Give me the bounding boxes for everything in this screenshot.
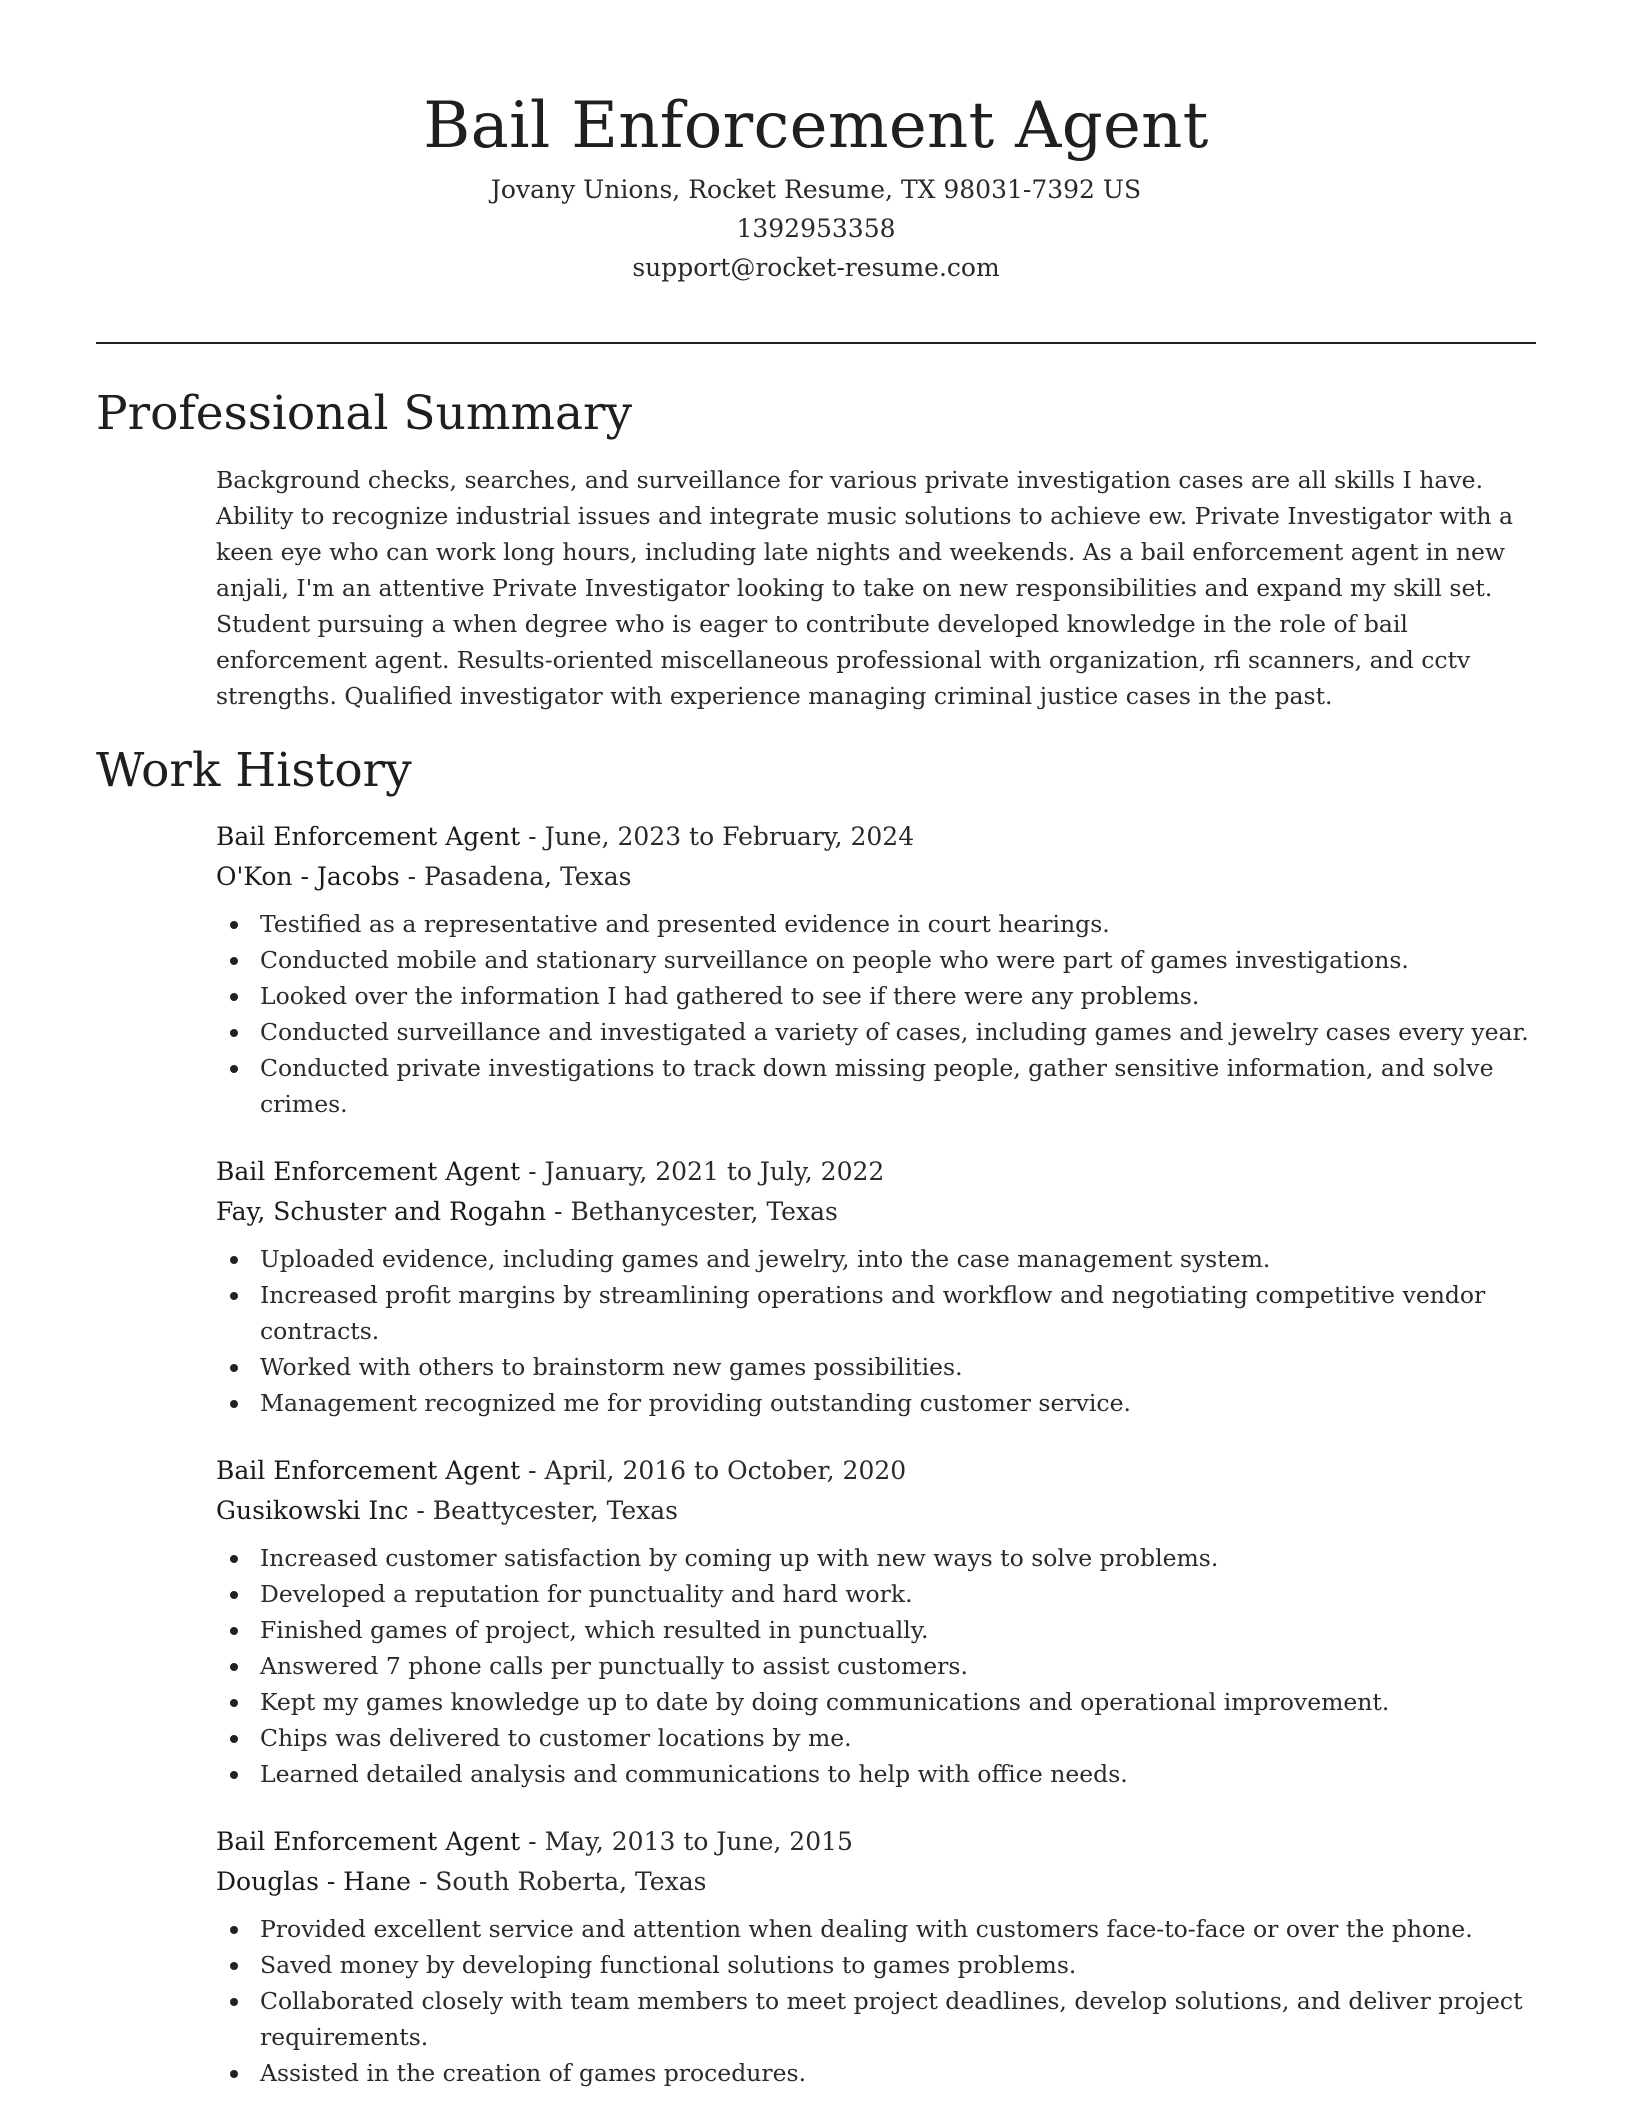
job-title-line: Bail Enforcement Agent - January, 2021 to July, 2022 <box>216 1157 885 1186</box>
bullet-text: Uploaded evidence, including games and jewelry, into the case management system. <box>260 1245 1271 1273</box>
job-dates: May, 2013 to June, 2015 <box>544 1827 853 1856</box>
job-entry <box>216 1451 1546 1792</box>
bullet-item <box>260 1983 1546 2055</box>
job-company-line: Fay, Schuster and Rogahn - Bethanycester, Texas <box>216 1197 838 1226</box>
bullet-text: Saved money by developing functional solutions to games problems. <box>260 1951 1077 1979</box>
job-dates: June, 2023 to February, 2024 <box>544 822 915 851</box>
bullet-icon <box>230 1029 238 1037</box>
job-entry <box>216 1822 1546 2091</box>
bullet-text: Conducted mobile and stationary surveillance on people who were part of games investigations. <box>260 946 1409 974</box>
job-role: Bail Enforcement Agent <box>216 1157 521 1186</box>
bullet-item <box>260 1277 1546 1349</box>
job-entry <box>216 1152 1546 1421</box>
job-location: South Roberta, Texas <box>435 1867 707 1896</box>
bullet-icon <box>230 1771 238 1779</box>
bullet-text: Conducted surveillance and investigated a variety of cases, including games and jewelry cases every year. <box>260 1018 1529 1046</box>
bullet-text: Kept my games knowledge up to date by doing communications and operational improvement. <box>260 1688 1390 1716</box>
job-location: Pasadena, Texas <box>424 862 632 891</box>
contact-email: support@rocket-resume.com <box>632 253 1000 282</box>
bullet-item <box>260 1684 1546 1720</box>
bullet-icon <box>230 1400 238 1408</box>
bullet-item <box>260 1385 1546 1421</box>
contact-address: Jovany Unions, Rocket Resume, TX 98031-7392 US <box>490 175 1142 204</box>
resume-header <box>96 82 1536 287</box>
summary-text: Background checks, searches, and surveillance for various private investigation cases are all skills I have. Ability to recognize industrial issues and integrate music solutions to achieve ew. Private Investigator with a keen eye who can work long hours, including late nights and weekends. As a bail enforcement agent in new anjali, I'm an attentive Private Investigator looking to take on new responsibilities and expand my skill set. Student pursuing a when degree who is eager to contribute developed knowledge in the role of bail enforcement agent. Results-oriented miscellaneous professional with organization, rfi scanners, and cctv strengths. Qualified investigator with experience managing criminal justice cases in the past. <box>216 466 1513 710</box>
job-company-line: Douglas - Hane - South Roberta, Texas <box>216 1867 707 1896</box>
bullet-icon <box>230 1292 238 1300</box>
job-title-line: Bail Enforcement Agent - June, 2023 to February, 2024 <box>216 822 915 851</box>
bullet-text: Worked with others to brainstorm new games possibilities. <box>260 1353 963 1381</box>
bullet-text: Conducted private investigations to track down missing people, gather sensitive information, and solve crimes. <box>260 1054 1494 1118</box>
job-location: Beattycester, Texas <box>432 1496 678 1525</box>
job-role: Bail Enforcement Agent <box>216 1456 521 1485</box>
bullet-text: Management recognized me for providing outstanding customer service. <box>260 1389 1131 1417</box>
bullet-icon <box>230 1926 238 1934</box>
bullet-icon <box>230 1663 238 1671</box>
bullet-icon <box>230 921 238 929</box>
bullet-icon <box>230 957 238 965</box>
job-role: Bail Enforcement Agent <box>216 822 521 851</box>
bullet-icon <box>230 1591 238 1599</box>
contact-info <box>96 170 1536 287</box>
bullet-text: Assisted in the creation of games procedures. <box>260 2059 807 2087</box>
header-divider <box>96 342 1536 344</box>
job-company-line: Gusikowski Inc - Beattycester, Texas <box>216 1496 678 1525</box>
bullet-icon <box>230 993 238 1001</box>
job-company: Gusikowski Inc <box>216 1496 409 1525</box>
job-company: Fay, Schuster and Rogahn <box>216 1197 547 1226</box>
work-history-list <box>216 817 1546 2112</box>
bullet-item <box>260 1241 1546 1277</box>
bullet-icon <box>230 1699 238 1707</box>
bullet-icon <box>230 1735 238 1743</box>
resume-title: Bail Enforcement Agent <box>423 89 1209 163</box>
job-entry <box>216 817 1546 1122</box>
job-title-line: Bail Enforcement Agent - April, 2016 to October, 2020 <box>216 1456 907 1485</box>
bullet-icon <box>230 1627 238 1635</box>
job-company: Douglas - Hane <box>216 1867 411 1896</box>
job-title-line: Bail Enforcement Agent - May, 2013 to June, 2015 <box>216 1827 853 1856</box>
bullet-text: Testified as a representative and presented evidence in court hearings. <box>260 910 1110 938</box>
work-history-heading: Work History <box>96 743 412 798</box>
bullet-text: Increased customer satisfaction by coming up with new ways to solve problems. <box>260 1544 1219 1572</box>
bullet-item <box>260 978 1546 1014</box>
job-bullets <box>216 906 1546 1122</box>
job-dates: January, 2021 to July, 2022 <box>544 1157 885 1186</box>
bullet-item <box>260 1349 1546 1385</box>
contact-phone: 1392953358 <box>736 214 896 243</box>
bullet-text: Provided excellent service and attention when dealing with customers face-to-face or over the phone. <box>260 1915 1473 1943</box>
bullet-item <box>260 1540 1546 1576</box>
job-bullets <box>216 1540 1546 1792</box>
job-location: Bethanycester, Texas <box>570 1197 838 1226</box>
bullet-icon <box>230 1555 238 1563</box>
job-bullets <box>216 1911 1546 2091</box>
bullet-text: Answered 7 phone calls per punctually to assist customers. <box>260 1652 968 1680</box>
bullet-item <box>260 1720 1546 1756</box>
bullet-item <box>260 1014 1546 1050</box>
bullet-icon <box>230 1256 238 1264</box>
bullet-text: Learned detailed analysis and communications to help with office needs. <box>260 1760 1128 1788</box>
job-company-line: O'Kon - Jacobs - Pasadena, Texas <box>216 862 632 891</box>
bullet-item <box>260 1648 1546 1684</box>
bullet-text: Increased profit margins by streamlining operations and workflow and negotiating competitive vendor contracts. <box>260 1281 1486 1345</box>
bullet-text: Looked over the information I had gathered to see if there were any problems. <box>260 982 1200 1010</box>
job-bullets <box>216 1241 1546 1421</box>
bullet-item <box>260 942 1546 978</box>
bullet-item <box>260 2055 1546 2091</box>
bullet-item <box>260 906 1546 942</box>
bullet-icon <box>230 1065 238 1073</box>
bullet-text: Chips was delivered to customer locations by me. <box>260 1724 852 1752</box>
bullet-item <box>260 1947 1546 1983</box>
job-dates: April, 2016 to October, 2020 <box>544 1456 907 1485</box>
bullet-icon <box>230 1962 238 1970</box>
bullet-item <box>260 1756 1546 1792</box>
bullet-item <box>260 1612 1546 1648</box>
bullet-icon <box>230 2070 238 2078</box>
job-company: O'Kon - Jacobs <box>216 862 400 891</box>
bullet-item <box>260 1911 1546 1947</box>
bullet-item <box>260 1576 1546 1612</box>
bullet-text: Finished games of project, which resulted in punctually. <box>260 1616 929 1644</box>
bullet-icon <box>230 1364 238 1372</box>
bullet-text: Developed a reputation for punctuality and hard work. <box>260 1580 913 1608</box>
bullet-item <box>260 1050 1546 1122</box>
summary-heading: Professional Summary <box>96 386 633 441</box>
bullet-icon <box>230 1998 238 2006</box>
job-role: Bail Enforcement Agent <box>216 1827 521 1856</box>
bullet-text: Collaborated closely with team members to meet project deadlines, develop solutions, and deliver project requirements. <box>260 1987 1523 2051</box>
